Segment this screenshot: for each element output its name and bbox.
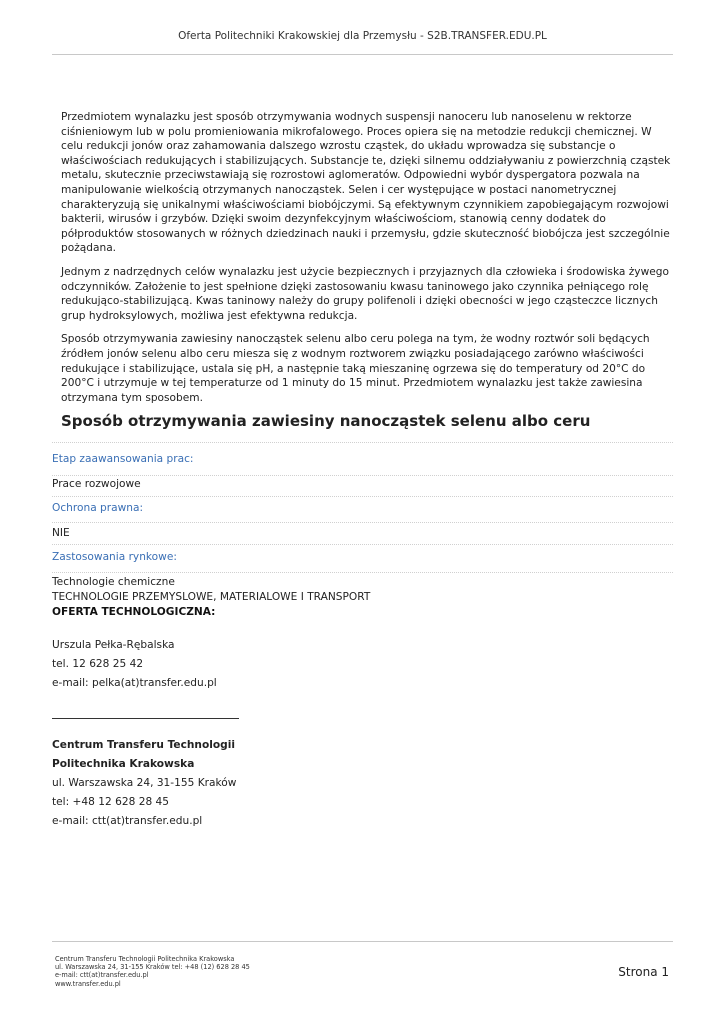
divider [52,522,673,523]
field-label-stage: Etap zaawansowania prac: [52,453,194,465]
org-name: Centrum Transferu Technologii [52,739,235,751]
field-label-market: Zastosowania rynkowe: [52,551,177,563]
offer-title: Sposób otrzymywania zawiesiny nanocząstek selenu albo ceru [61,412,591,430]
field-value-market-2: TECHNOLOGIE PRZEMYSLOWE, MATERIALOWE I TRANSPORT [52,591,371,603]
divider [52,572,673,573]
page-number: Strona 1 [618,965,669,979]
contact-phone: tel. 12 628 25 42 [52,658,144,670]
divider [52,442,673,443]
field-label-protection: Ochrona prawna: [52,502,144,514]
footer-line: Centrum Transferu Technologii Politechnika Krakowska [55,955,235,963]
contact-name: Urszula Pełka-Rębalska [52,639,175,651]
description-paragraph: Sposób otrzymywania zawiesiny nanocząstek selenu albo ceru polega na tym, że wodny roztwór soli będących źródłem jonów selenu albo ceru miesza się z wodnym roztworem związku posiadającego zarówno właściwości redukujące i stabilizujące, ustala się pH, a następnie taką mieszaninę ogrzewa się do temperatury od 20°C do 200°C i utrzymuje w tej temperaturze od 1 minuty do 15 minut. Przedmiotem wynalazku jest także zawiesina otrzymana tym sposobem. [61,333,650,404]
divider [52,475,673,476]
footer-line: www.transfer.edu.pl [55,979,121,988]
header-divider [52,54,673,55]
footer-line: ul. Warszawska 24, 31-155 Kraków tel: +48 (12) 628 28 45 [55,963,250,972]
page-header-title: Oferta Politechniki Krakowskiej dla Przemysłu - S2B.TRANSFER.EDU.PL [178,30,547,42]
offer-heading: OFERTA TECHNOLOGICZNA: [52,606,216,618]
org-phone: tel: +48 12 628 28 45 [52,796,170,808]
org-email: e-mail: ctt(at)transfer.edu.pl [52,815,203,827]
contact-email: e-mail: pelka(at)transfer.edu.pl [52,677,217,689]
divider [52,496,673,497]
description-text [61,110,673,414]
field-value-market: Technologie chemiczne [52,576,175,588]
description-paragraph: Przedmiotem wynalazku jest sposób otrzymywania wodnych suspensji nanoceru lub nanoselenu w rektorze ciśnieniowym lub w polu promieniowania mikrofalowego. Proces opiera się na metodzie redukcji chemicznej. W celu redukcji jonów oraz zahamowania dalszego wzrostu cząstek, do układu wprowadza się substancje o właściwościach redukujących i stabilizujących. Substancje te, dzięki silnemu oddziaływaniu z powierzchnią cząstek metalu, skutecznie przeciwstawiają się rozrostowi aglomeratów. Odpowiedni wybór dyspergatora pozwala na manipulowanie wielkością otrzymanych nanocząstek. Selen i cer występujące w postaci nanometrycznej charakteryzują się unikalnymi właściwościami biobójczymi. Są efektywnym czynnikiem zapobiegającym rozwojowi bakterii, wirusów i grzybów. Dzięki swoim dezynfekcyjnym właściwościom, stanowią cenny dodatek do półproduktów stosowanych w różnych dziedzinach nauki i przemysłu, gdzie skuteczność biobójcza jest szczególnie pożądana. [61,111,671,255]
org-university: Politechnika Krakowska [52,758,195,770]
field-value-stage: Prace rozwojowe [52,478,141,490]
footer-divider [52,941,673,942]
divider [52,544,673,545]
footer-info [55,955,250,988]
description-paragraph: Jednym z nadrzędnych celów wynalazku jest użycie bezpiecznych i przyjaznych dla człowieka i środowiska żywego odczynników. Założenie to jest spełnione dzięki zastosowaniu kwasu taninowego jako czynnika pełniącego rolę redukująco-stabilizującą. Kwas taninowy należy do grupy polifenoli i dzięki obecności w jego cząsteczce licznych grup hydroksylowych, możliwa jest efektywna redukcja. [61,265,669,322]
field-value-protection: NIE [52,527,70,539]
signature-divider [52,718,239,719]
org-address: ul. Warszawska 24, 31-155 Kraków [52,777,237,789]
footer-line: e-mail: ctt(at)transfer.edu.pl [55,971,149,980]
